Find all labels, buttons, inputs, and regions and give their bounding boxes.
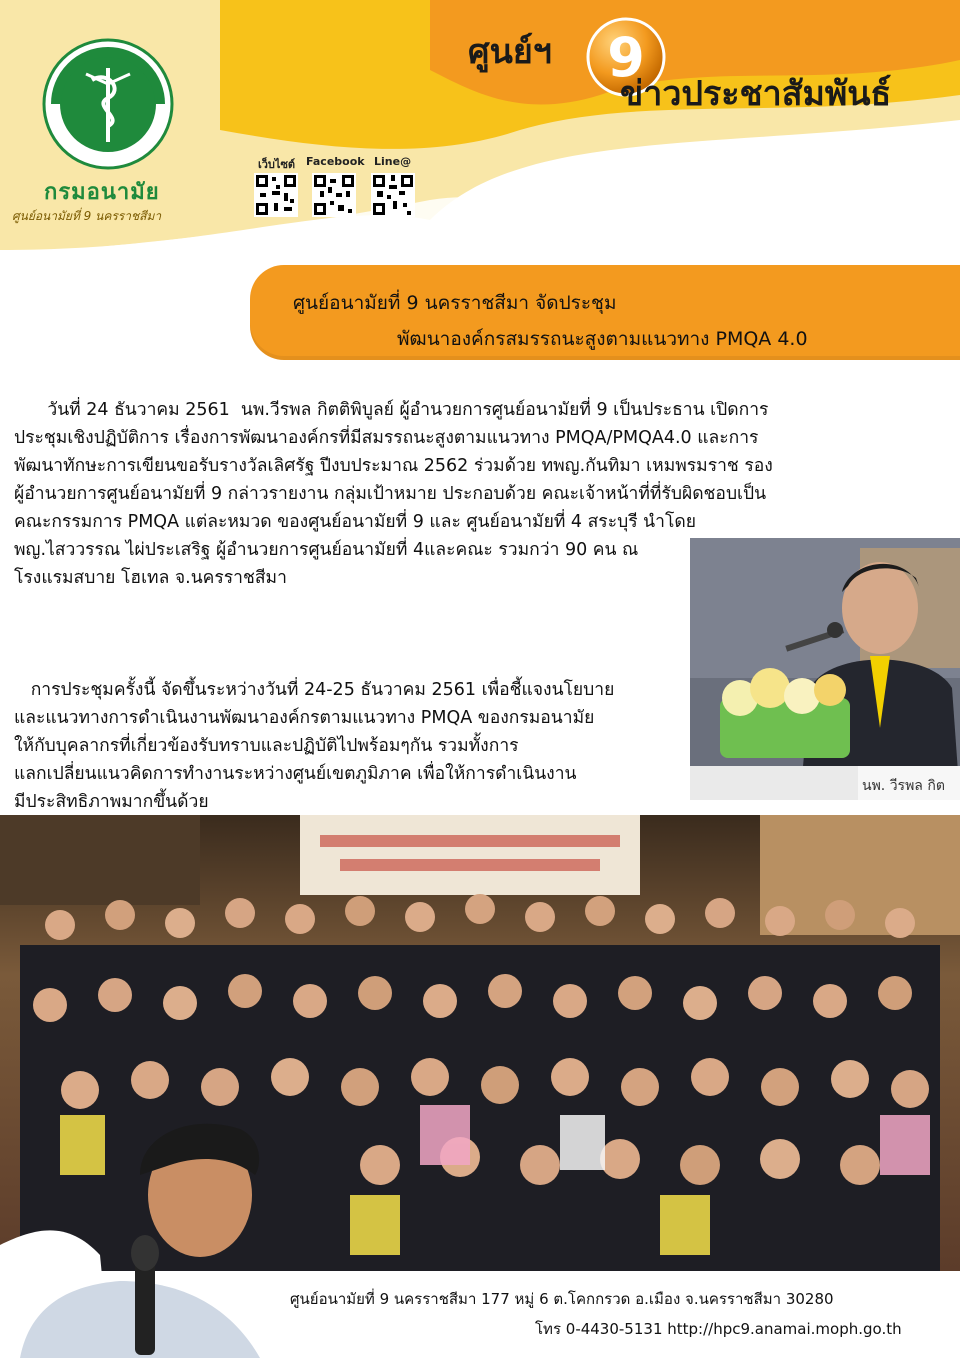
paragraph-2-line: แลกเปลี่ยนแนวคิดการทำงานระหว่างศูนย์เขตภูมิภาค เพื่อให้การดำเนินงาน xyxy=(14,764,577,784)
department-subtitle: ศูนย์อนามัยที่ 9 นครราชสีมา xyxy=(12,209,162,223)
paragraph-1-line: พัฒนาทักษะการเขียนขอรับรางวัลเลิศรัฐ ปีงบประมาณ 2562 ร่วมด้วย ทพญ.กันทิมา เหมพรมราช รอง xyxy=(14,456,773,476)
qr-code-line[interactable] xyxy=(371,173,415,217)
headline-line-1: ศูนย์อนามัยที่ 9 นครราชสีมา จัดประชุม xyxy=(293,292,617,314)
headline-line-2: พัฒนาองค์กรสมรรถนะสูงตามแนวทาง PMQA 4.0 xyxy=(397,328,808,350)
paragraph-1-line: คณะกรรมการ PMQA แต่ละหมวด ของศูนย์อนามัยที่ 9 และ ศูนย์อนามัยที่ 4 สระบุรี นำโดย xyxy=(14,512,696,532)
ministry-logo xyxy=(42,38,174,170)
paragraph-2-line: มีประสิทธิภาพมากขึ้นด้วย xyxy=(14,792,209,812)
number-badge-text: 9 xyxy=(607,26,645,89)
page-title: ข่าวประชาสัมพันธ์ xyxy=(620,74,892,114)
header-center-label: ศูนย์ฯ xyxy=(468,32,552,72)
paragraph-2-line: ให้กับบุคลากรที่เกี่ยวข้องรับทราบและปฏิบัติไปพร้อมๆกัน รวมทั้งการ xyxy=(14,736,519,756)
footer-contact[interactable]: โทร 0-4430-5131 http://hpc9.anamai.moph.go.th xyxy=(535,1320,902,1338)
paragraph-1 xyxy=(14,396,773,592)
paragraph-2 xyxy=(14,676,614,816)
paragraph-1-line: วันที่ 24 ธันวาคม 2561 นพ.วีรพล กิตติพิบูลย์ ผู้อำนวยการศูนย์อนามัยที่ 9 เป็นประธาน เปิดการ xyxy=(14,400,769,420)
paragraph-1-line: โรงแรมสบาย โฮเทล จ.นครราชสีมา xyxy=(14,568,287,588)
director-photo xyxy=(690,538,960,800)
paragraph-1-line: ประชุมเชิงปฏิบัติการ เรื่องการพัฒนาองค์กรที่มีสมรรถนะสูงตามแนวทาง PMQA/PMQA4.0 และการ xyxy=(14,428,759,448)
speaker-photo xyxy=(0,1105,292,1358)
paragraph-2-line: การประชุมครั้งนี้ จัดขึ้นระหว่างวันที่ 24-25 ธันวาคม 2561 เพื่อชี้แจงนโยบาย xyxy=(14,680,615,700)
paragraph-1-line: พญ.ไสววรรณ ไผ่ประเสริฐ ผู้อำนวยการศูนย์อนามัยที่ 4และคณะ รวมกว่า 90 คน ณ xyxy=(14,540,639,560)
footer-address: ศูนย์อนามัยที่ 9 นครราชสีมา 177 หมู่ 6 ต.โคกกรวด อ.เมือง จ.นครราชสีมา 30280 xyxy=(290,1290,834,1308)
photo-caption: นพ. วีรพล กิต xyxy=(862,778,945,794)
paragraph-2-line: และแนวทางการดำเนินงานพัฒนาองค์กรตามแนวทาง PMQA ของกรมอนามัย xyxy=(14,708,595,728)
qr-label-facebook: Facebook xyxy=(306,155,365,168)
department-name: กรมอนามัย xyxy=(44,180,160,205)
qr-label-website: เว็บไซต์ xyxy=(258,158,296,171)
qr-label-line: Line@ xyxy=(374,155,412,168)
qr-code-website[interactable] xyxy=(254,173,298,217)
paragraph-1-line: ผู้อำนวยการศูนย์อนามัยที่ 9 กล่าวรายงาน กลุ่มเป้าหมาย ประกอบด้วย คณะเจ้าหน้าที่ที่รับผิดชอบเป็น xyxy=(14,484,767,504)
qr-code-facebook[interactable] xyxy=(312,173,356,217)
